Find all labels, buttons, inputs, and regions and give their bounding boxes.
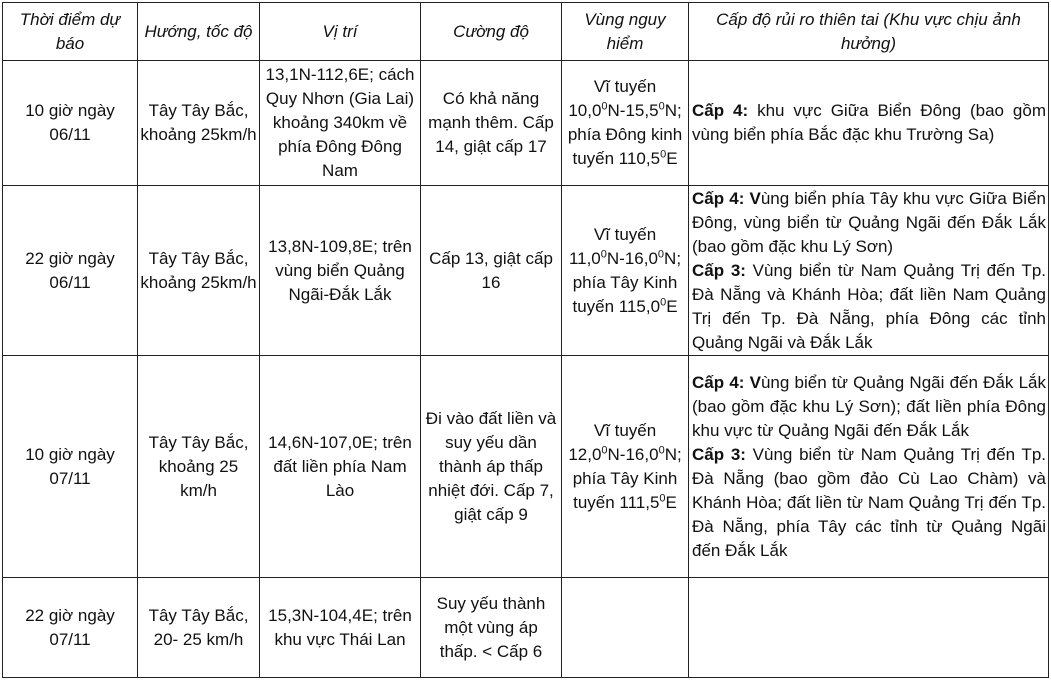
cell-intensity: Suy yếu thành một vùng áp thấp. < Cấp 6 [421, 578, 562, 678]
cell-danger-zone [562, 61, 689, 186]
cell-danger-zone [562, 356, 689, 578]
cell-time: 22 giờ ngày 07/11 [3, 578, 138, 678]
cell-position: 13,8N-109,8E; trên vùng biển Quảng Ngãi-Đắk Lắk [260, 186, 421, 356]
risk-entry [692, 187, 1046, 259]
storm-forecast-table [2, 2, 1049, 678]
cell-direction: Tây Tây Bắc, khoảng 25km/h [138, 186, 260, 356]
danger-zone-text: Vĩ tuyến 10,0 [568, 77, 657, 120]
header-time: Thời điểm dự báo [3, 3, 138, 61]
cell-direction: Tây Tây Bắc, khoảng 25 km/h [138, 356, 260, 578]
degree-superscript: 0 [601, 443, 608, 456]
table-header-row [3, 3, 1049, 61]
risk-area-text: Vùng biển từ Nam Quảng Trị đến Tp. Đà Nẵng và Khánh Hòa; đất liền Nam Quảng Trị đến Tp. Đà Nẵng, phía Đông các tỉnh Quảng Ngãi và Đắk Lắk [692, 260, 1046, 352]
risk-entry [692, 443, 1046, 563]
cell-risk-level [689, 186, 1049, 356]
degree-superscript: 0 [659, 491, 666, 504]
header-intensity: Cường độ [421, 3, 562, 61]
cell-position: 13,1N-112,6E; cách Quy Nhơn (Gia Lai) khoảng 340km về phía Đông Đông Nam [260, 61, 421, 186]
cell-intensity: Có khả năng mạnh thêm. Cấp 14, giật cấp 17 [421, 61, 562, 186]
header-risk-level: Cấp độ rủi ro thiên tai (Khu vực chịu ảnh hưởng) [689, 3, 1049, 61]
degree-superscript: 0 [660, 148, 667, 161]
table-row [3, 356, 1049, 578]
risk-level-label: Cấp 3: [692, 444, 746, 464]
danger-zone-text: N; phía Tây Kinh tuyến 111,5 [572, 444, 682, 512]
table-row [3, 61, 1049, 186]
risk-level-label: Cấp 4: [692, 101, 749, 120]
cell-risk-level [689, 578, 1049, 678]
cell-time: 22 giờ ngày 06/11 [3, 186, 138, 356]
danger-zone-text: N; phía Tây Kinh tuyến 115,0 [572, 248, 682, 316]
cell-direction: Tây Tây Bắc, 20- 25 km/h [138, 578, 260, 678]
danger-zone-text: Vĩ tuyến 11,0 [568, 224, 657, 268]
risk-level-label: Cấp 4: V [692, 188, 761, 208]
degree-superscript: 0 [657, 247, 665, 260]
degree-superscript: 0 [600, 247, 607, 260]
cell-position: 15,3N-104,4E; trên khu vực Thái Lan [260, 578, 421, 678]
risk-area-text: ùng biển từ Quảng Ngãi đến Đắk Lắk (bao gồm đặc khu Lý Sơn); đất liền phía Đông khu vực từ Quảng Ngãi đến Đắk Lắk [692, 372, 1046, 440]
risk-level-label: Cấp 3: [692, 260, 746, 280]
header-position: Vị trí [260, 3, 421, 61]
degree-superscript: 0 [658, 443, 665, 456]
danger-zone-text: N-16,0 [606, 248, 658, 268]
cell-risk-level [689, 61, 1049, 186]
danger-zone-text: N-15,5 [607, 101, 659, 120]
risk-entry [692, 259, 1046, 355]
cell-direction: Tây Tây Bắc, khoảng 25km/h [138, 61, 260, 186]
table-row [3, 186, 1049, 356]
cell-time: 10 giờ ngày 06/11 [3, 61, 138, 186]
risk-area-text: Vùng biển từ Nam Quảng Trị đến Tp. Đà Nẵng (bao gồm đảo Cù Lao Chàm) và Khánh Hòa; đất liền từ Nam Quảng Trị đến Tp. Đà Nẵng, phía Tây các tỉnh từ Quảng Ngãi đến Đắk Lắk [692, 444, 1046, 560]
risk-level-label: Cấp 4: V [692, 372, 761, 392]
cell-risk-level [689, 356, 1049, 578]
danger-zone-text: E [665, 492, 677, 512]
cell-time: 10 giờ ngày 07/11 [3, 356, 138, 578]
danger-zone-text: E [666, 149, 678, 168]
danger-zone-text: N-16,0 [607, 444, 659, 464]
risk-entry [692, 371, 1046, 443]
header-danger-zone: Vùng nguy hiểm [562, 3, 689, 61]
degree-superscript: 0 [660, 295, 667, 308]
cell-danger-zone [562, 578, 689, 678]
cell-intensity: Đi vào đất liền và suy yếu dần thành áp thấp nhiệt đới. Cấp 7, giật cấp 9 [421, 356, 562, 578]
danger-zone-text: Vĩ tuyến 12,0 [568, 420, 657, 464]
danger-zone-text: E [666, 296, 678, 316]
cell-position: 14,6N-107,0E; trên đất liền phía Nam Lào [260, 356, 421, 578]
table-row [3, 578, 1049, 678]
risk-area-text: khu vực Giữa Biển Đông (bao gồm vùng biển phía Bắc đặc khu Trường Sa) [692, 101, 1046, 144]
degree-superscript: 0 [601, 100, 608, 113]
header-direction: Hướng, tốc độ [138, 3, 260, 61]
cell-danger-zone [562, 186, 689, 356]
risk-area-text: ùng biển phía Tây khu vực Giữa Biển Đông, vùng biển từ Quảng Ngãi đến Đắk Lắk (bao gồm đặc khu Lý Sơn) [692, 188, 1046, 256]
risk-entry [692, 99, 1046, 147]
degree-superscript: 0 [658, 100, 665, 113]
cell-intensity: Cấp 13, giật cấp 16 [421, 186, 562, 356]
danger-zone-text: N; phía Đông kinh tuyến 110,5 [567, 101, 683, 168]
